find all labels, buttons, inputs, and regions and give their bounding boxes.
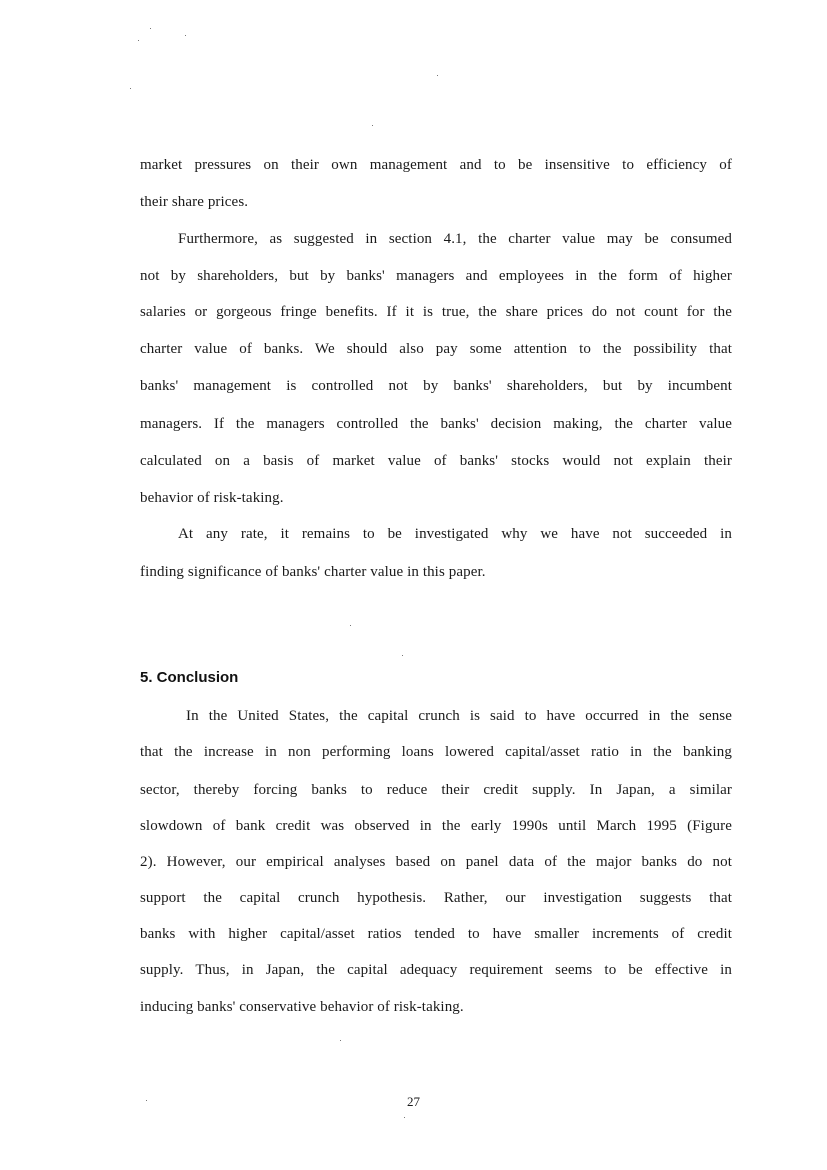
body-text-line: banks' management is controlled not by banks' shareholders, but by incumbent [140, 378, 732, 394]
body-text-line: salaries or gorgeous fringe benefits. If it is true, the share prices do not count for the [140, 304, 732, 320]
body-text-line: supply. Thus, in Japan, the capital adequacy requirement seems to be effective in [140, 962, 732, 978]
body-text-line: inducing banks' conservative behavior of risk-taking. [140, 999, 464, 1015]
body-text-line: banks with higher capital/asset ratios tended to have smaller increments of credit [140, 926, 732, 942]
body-text-line: not by shareholders, but by banks' managers and employees in the form of higher [140, 268, 732, 284]
body-text-line: managers. If the managers controlled the banks' decision making, the charter value [140, 416, 732, 432]
body-text-line: Furthermore, as suggested in section 4.1, the charter value may be consumed [178, 231, 732, 247]
scan-speck [340, 1040, 341, 1041]
scan-speck [138, 40, 139, 41]
body-text-line: 2). However, our empirical analyses based on panel data of the major banks do not [140, 854, 732, 870]
body-text-line: calculated on a basis of market value of banks' stocks would not explain their [140, 453, 732, 469]
scan-speck [150, 28, 151, 29]
body-text-line: that the increase in non performing loans lowered capital/asset ratio in the banking [140, 744, 732, 760]
scan-speck [437, 75, 438, 76]
scan-speck [402, 655, 403, 656]
body-text-line: sector, thereby forcing banks to reduce their credit supply. In Japan, a similar [140, 782, 732, 798]
body-text-line: behavior of risk-taking. [140, 490, 284, 506]
section-heading: 5. Conclusion [140, 669, 239, 686]
body-text-line: market pressures on their own management and to be insensitive to efficiency of [140, 157, 732, 173]
body-text-line: At any rate, it remains to be investigated why we have not succeeded in [178, 526, 732, 542]
scan-speck [130, 88, 131, 89]
scan-speck [404, 1117, 405, 1118]
body-text-line: slowdown of bank credit was observed in the early 1990s until March 1995 (Figure [140, 818, 732, 834]
scan-speck [185, 35, 186, 36]
body-text-line: their share prices. [140, 194, 249, 210]
page-number: 27 [407, 1094, 420, 1109]
body-text-line: finding significance of banks' charter value in this paper. [140, 564, 486, 580]
scan-speck [350, 625, 351, 626]
body-text-line: In the United States, the capital crunch is said to have occurred in the sense [186, 708, 732, 724]
body-text-line: support the capital crunch hypothesis. Rather, our investigation suggests that [140, 890, 732, 906]
scan-speck [372, 125, 373, 126]
body-text-line: charter value of banks. We should also pay some attention to the possibility that [140, 341, 732, 357]
